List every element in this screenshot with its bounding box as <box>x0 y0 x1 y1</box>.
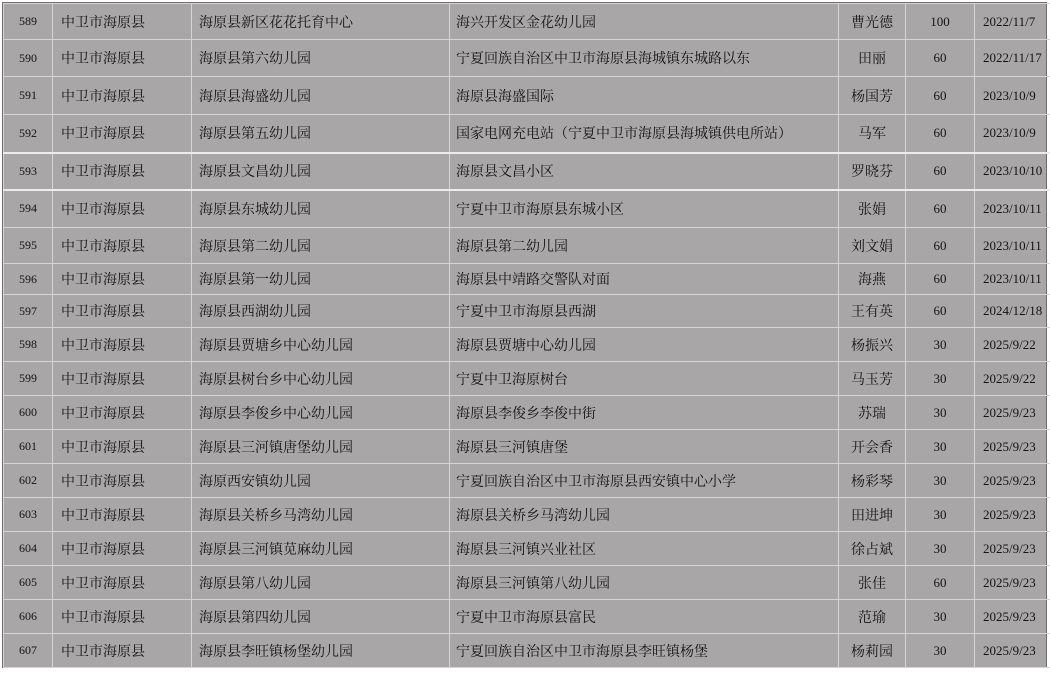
address-cell: 海原县贾塘中心幼儿园 <box>450 328 839 362</box>
contact-person-cell: 马玉芳 <box>839 362 906 396</box>
address-cell: 海原县李俊乡李俊中街 <box>450 396 839 430</box>
table-row <box>4 634 1050 668</box>
institution-name-cell: 海原县东城幼儿园 <box>192 190 450 228</box>
address-cell: 宁夏中卫市海原县西湖 <box>450 295 839 328</box>
city-county-cell: 中卫市海原县 <box>53 634 192 668</box>
city-county-cell: 中卫市海原县 <box>53 532 192 566</box>
institution-name-cell: 海原县第一幼儿园 <box>192 264 450 295</box>
table-row <box>4 153 1050 190</box>
address-cell: 宁夏回族自治区中卫市海原县海城镇东城路以东 <box>450 40 839 77</box>
contact-person-cell: 范瑜 <box>839 600 906 634</box>
registration-date-cell: 2023/10/11 <box>975 190 1050 228</box>
city-county-cell: 中卫市海原县 <box>53 362 192 396</box>
capacity-cell: 60 <box>906 190 975 228</box>
capacity-cell: 30 <box>906 464 975 498</box>
row-number: 604 <box>4 532 53 566</box>
registry-table-sheet <box>2 2 1047 668</box>
registration-date-cell: 2025/9/22 <box>975 362 1050 396</box>
city-county-cell: 中卫市海原县 <box>53 228 192 264</box>
institution-name-cell: 海原县新区花花托育中心 <box>192 4 450 40</box>
capacity-cell: 60 <box>906 77 975 115</box>
institution-name-cell: 海原县第八幼儿园 <box>192 566 450 600</box>
registration-date-cell: 2024/12/18 <box>975 295 1050 328</box>
capacity-cell: 30 <box>906 498 975 532</box>
city-county-cell: 中卫市海原县 <box>53 600 192 634</box>
row-number: 589 <box>4 4 53 40</box>
institution-name-cell: 海原县关桥乡马湾幼儿园 <box>192 498 450 532</box>
table-row <box>4 464 1050 498</box>
registration-date-cell: 2023/10/11 <box>975 264 1050 295</box>
capacity-cell: 30 <box>906 396 975 430</box>
institution-name-cell: 海原县李俊乡中心幼儿园 <box>192 396 450 430</box>
contact-person-cell: 徐占斌 <box>839 532 906 566</box>
address-cell: 海原县关桥乡马湾幼儿园 <box>450 498 839 532</box>
capacity-cell: 60 <box>906 153 975 190</box>
city-county-cell: 中卫市海原县 <box>53 115 192 153</box>
contact-person-cell: 刘文娟 <box>839 228 906 264</box>
table-row <box>4 430 1050 464</box>
capacity-cell: 60 <box>906 115 975 153</box>
institution-name-cell: 海原县第五幼儿园 <box>192 115 450 153</box>
table-row <box>4 498 1050 532</box>
capacity-cell: 60 <box>906 264 975 295</box>
city-county-cell: 中卫市海原县 <box>53 190 192 228</box>
address-cell: 宁夏回族自治区中卫市海原县李旺镇杨堡 <box>450 634 839 668</box>
address-cell: 宁夏中卫市海原县富民 <box>450 600 839 634</box>
contact-person-cell: 曹光德 <box>839 4 906 40</box>
table-row <box>4 362 1050 396</box>
institution-name-cell: 海原县第六幼儿园 <box>192 40 450 77</box>
city-county-cell: 中卫市海原县 <box>53 295 192 328</box>
row-number: 594 <box>4 190 53 228</box>
city-county-cell: 中卫市海原县 <box>53 40 192 77</box>
row-number: 590 <box>4 40 53 77</box>
row-number: 593 <box>4 153 53 190</box>
institution-name-cell: 海原县文昌幼儿园 <box>192 153 450 190</box>
row-number: 601 <box>4 430 53 464</box>
capacity-cell: 60 <box>906 566 975 600</box>
address-cell: 宁夏回族自治区中卫市海原县西安镇中心小学 <box>450 464 839 498</box>
city-county-cell: 中卫市海原县 <box>53 328 192 362</box>
table-row <box>4 328 1050 362</box>
contact-person-cell: 杨国芳 <box>839 77 906 115</box>
contact-person-cell: 张娟 <box>839 190 906 228</box>
table-row <box>4 77 1050 115</box>
institution-name-cell: 海原县三河镇苋麻幼儿园 <box>192 532 450 566</box>
table-row <box>4 295 1050 328</box>
capacity-cell: 30 <box>906 634 975 668</box>
registration-date-cell: 2025/9/23 <box>975 532 1050 566</box>
city-county-cell: 中卫市海原县 <box>53 566 192 600</box>
table-row <box>4 115 1050 153</box>
contact-person-cell: 杨振兴 <box>839 328 906 362</box>
city-county-cell: 中卫市海原县 <box>53 498 192 532</box>
capacity-cell: 60 <box>906 40 975 77</box>
registration-date-cell: 2023/10/9 <box>975 115 1050 153</box>
address-cell: 海原县海盛国际 <box>450 77 839 115</box>
row-number: 596 <box>4 264 53 295</box>
row-number: 602 <box>4 464 53 498</box>
capacity-cell: 60 <box>906 228 975 264</box>
contact-person-cell: 马军 <box>839 115 906 153</box>
row-number: 603 <box>4 498 53 532</box>
capacity-cell: 30 <box>906 600 975 634</box>
city-county-cell: 中卫市海原县 <box>53 464 192 498</box>
table-row <box>4 396 1050 430</box>
registration-date-cell: 2023/10/10 <box>975 153 1050 190</box>
row-number: 597 <box>4 295 53 328</box>
capacity-cell: 60 <box>906 295 975 328</box>
table-row <box>4 228 1050 264</box>
table-row <box>4 4 1050 40</box>
registration-date-cell: 2023/10/9 <box>975 77 1050 115</box>
address-cell: 海原县第二幼儿园 <box>450 228 839 264</box>
address-cell: 国家电网充电站（宁夏中卫市海原县海城镇供电所站） <box>450 115 839 153</box>
contact-person-cell: 田丽 <box>839 40 906 77</box>
contact-person-cell: 王有英 <box>839 295 906 328</box>
capacity-cell: 30 <box>906 532 975 566</box>
contact-person-cell: 杨彩琴 <box>839 464 906 498</box>
address-cell: 海原县中靖路交警队对面 <box>450 264 839 295</box>
address-cell: 海原县三河镇唐堡 <box>450 430 839 464</box>
row-number: 598 <box>4 328 53 362</box>
registration-date-cell: 2025/9/23 <box>975 600 1050 634</box>
row-number: 606 <box>4 600 53 634</box>
registration-date-cell: 2023/10/11 <box>975 228 1050 264</box>
address-cell: 海兴开发区金花幼儿园 <box>450 4 839 40</box>
registration-date-cell: 2022/11/17 <box>975 40 1050 77</box>
capacity-cell: 30 <box>906 362 975 396</box>
institution-name-cell: 海原县海盛幼儿园 <box>192 77 450 115</box>
table-row <box>4 532 1050 566</box>
registration-date-cell: 2022/11/7 <box>975 4 1050 40</box>
table-row <box>4 40 1050 77</box>
registration-date-cell: 2025/9/23 <box>975 396 1050 430</box>
address-cell: 宁夏中卫海原树台 <box>450 362 839 396</box>
row-number: 591 <box>4 77 53 115</box>
contact-person-cell: 苏瑞 <box>839 396 906 430</box>
city-county-cell: 中卫市海原县 <box>53 264 192 295</box>
capacity-cell: 100 <box>906 4 975 40</box>
capacity-cell: 30 <box>906 430 975 464</box>
registration-date-cell: 2025/9/23 <box>975 430 1050 464</box>
address-cell: 海原县文昌小区 <box>450 153 839 190</box>
table-body <box>4 4 1050 668</box>
table-row <box>4 264 1050 295</box>
childcare-registry-table <box>3 3 1050 668</box>
row-number: 605 <box>4 566 53 600</box>
city-county-cell: 中卫市海原县 <box>53 153 192 190</box>
city-county-cell: 中卫市海原县 <box>53 4 192 40</box>
institution-name-cell: 海原县第二幼儿园 <box>192 228 450 264</box>
table-row <box>4 600 1050 634</box>
registration-date-cell: 2025/9/22 <box>975 328 1050 362</box>
contact-person-cell: 罗晓芬 <box>839 153 906 190</box>
institution-name-cell: 海原县西湖幼儿园 <box>192 295 450 328</box>
institution-name-cell: 海原县李旺镇杨堡幼儿园 <box>192 634 450 668</box>
address-cell: 海原县三河镇第八幼儿园 <box>450 566 839 600</box>
row-number: 599 <box>4 362 53 396</box>
contact-person-cell: 杨莉园 <box>839 634 906 668</box>
institution-name-cell: 海原县贾塘乡中心幼儿园 <box>192 328 450 362</box>
city-county-cell: 中卫市海原县 <box>53 396 192 430</box>
contact-person-cell: 开会香 <box>839 430 906 464</box>
registration-date-cell: 2025/9/23 <box>975 566 1050 600</box>
address-cell: 海原县三河镇兴业社区 <box>450 532 839 566</box>
address-cell: 宁夏中卫市海原县东城小区 <box>450 190 839 228</box>
city-county-cell: 中卫市海原县 <box>53 430 192 464</box>
institution-name-cell: 海原县三河镇唐堡幼儿园 <box>192 430 450 464</box>
registration-date-cell: 2025/9/23 <box>975 498 1050 532</box>
contact-person-cell: 海燕 <box>839 264 906 295</box>
capacity-cell: 30 <box>906 328 975 362</box>
city-county-cell: 中卫市海原县 <box>53 77 192 115</box>
row-number: 595 <box>4 228 53 264</box>
row-number: 592 <box>4 115 53 153</box>
contact-person-cell: 张佳 <box>839 566 906 600</box>
table-row <box>4 190 1050 228</box>
institution-name-cell: 海原县第四幼儿园 <box>192 600 450 634</box>
table-row <box>4 566 1050 600</box>
contact-person-cell: 田进坤 <box>839 498 906 532</box>
institution-name-cell: 海原西安镇幼儿园 <box>192 464 450 498</box>
row-number: 607 <box>4 634 53 668</box>
registration-date-cell: 2025/9/23 <box>975 634 1050 668</box>
registration-date-cell: 2025/9/23 <box>975 464 1050 498</box>
row-number: 600 <box>4 396 53 430</box>
institution-name-cell: 海原县树台乡中心幼儿园 <box>192 362 450 396</box>
